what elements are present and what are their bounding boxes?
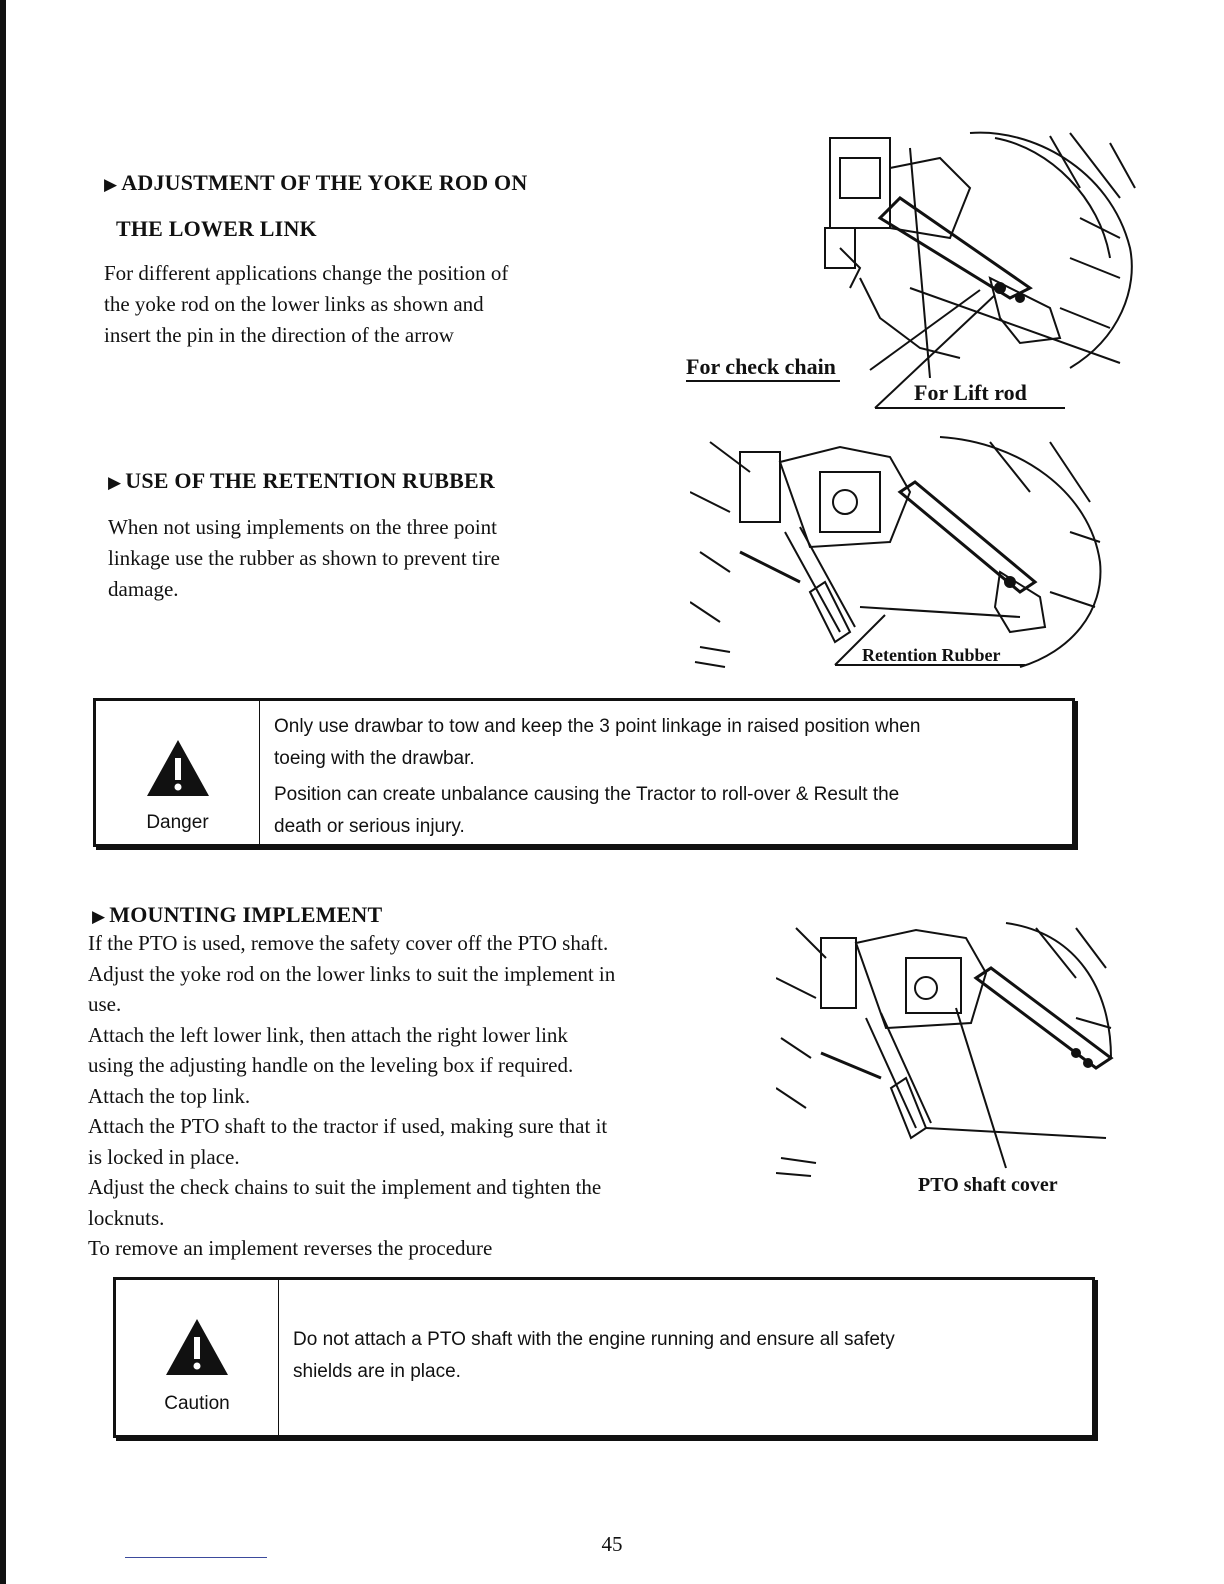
- retention-body: [108, 512, 500, 605]
- caution-icon-cell: [116, 1280, 279, 1435]
- caution-line: Do not attach a PTO shaft with the engine running and ensure all safety: [293, 1329, 895, 1350]
- mounting-body-line: If the PTO is used, remove the safety cover off the PTO shaft.: [88, 931, 609, 955]
- danger-text: [260, 701, 934, 844]
- callout-retention-rubber: Retention Rubber: [862, 645, 1001, 665]
- mounting-heading: [92, 902, 382, 928]
- triangle-bullet-icon: ▶: [108, 473, 122, 492]
- yoke-body-line: For different applications change the position of: [104, 261, 509, 285]
- mounting-body-line: To remove an implement reverses the procedure: [88, 1236, 493, 1260]
- yoke-body: [104, 258, 508, 351]
- mounting-heading-text: MOUNTING IMPLEMENT: [109, 902, 383, 927]
- page-number: 45: [601, 1532, 623, 1556]
- yoke-body-line: the yoke rod on the lower links as shown and: [104, 292, 484, 316]
- mounting-body-line: Adjust the check chains to suit the implement and tighten the: [88, 1175, 602, 1199]
- callout-pto-shaft-cover: PTO shaft cover: [918, 1174, 1058, 1196]
- retention-body-line: damage.: [108, 577, 179, 601]
- danger-label: Danger: [146, 812, 209, 833]
- danger-line: Only use drawbar to tow and keep the 3 point linkage in raised position when: [274, 716, 921, 737]
- callout-lift-rod: For Lift rod: [914, 380, 1027, 405]
- caution-text: [279, 1280, 909, 1435]
- danger-line: toeing with the drawbar.: [274, 748, 475, 769]
- danger-box: [93, 698, 1075, 847]
- retention-body-line: When not using implements on the three point: [108, 515, 498, 539]
- yoke-body-line: insert the pin in the direction of the arrow: [104, 323, 454, 347]
- retention-heading: [108, 468, 495, 494]
- yoke-heading-line2: THE LOWER LINK: [116, 216, 317, 241]
- caution-box: [113, 1277, 1095, 1438]
- mounting-body: [88, 928, 615, 1264]
- mounting-body-line: Attach the PTO shaft to the tractor if used, making sure that it: [88, 1114, 608, 1138]
- danger-icon-cell: [96, 701, 260, 844]
- mounting-body-line: is locked in place.: [88, 1144, 240, 1169]
- yoke-heading-line1: ADJUSTMENT OF THE YOKE ROD ON: [121, 170, 528, 195]
- warning-triangle-icon: [164, 1317, 230, 1377]
- retention-heading-text: USE OF THE RETENTION RUBBER: [125, 468, 495, 493]
- pto-shaft-illustration: [776, 918, 1116, 1178]
- triangle-bullet-icon: ▶: [92, 907, 106, 926]
- caution-line: shields are in place.: [293, 1361, 461, 1382]
- mounting-body-line: locknuts.: [88, 1205, 165, 1230]
- warning-triangle-icon: [145, 738, 211, 798]
- retention-body-line: linkage use the rubber as shown to prevent tire: [108, 546, 500, 570]
- danger-line: Position can create unbalance causing the Tractor to roll-over & Result the: [274, 784, 900, 805]
- mounting-body-line: Adjust the yoke rod on the lower links to suit the implement in: [88, 961, 616, 986]
- triangle-bullet-icon: ▶: [104, 175, 118, 194]
- caution-label: Caution: [164, 1393, 230, 1414]
- mounting-body-line: using the adjusting handle on the leveling box if required.: [88, 1053, 574, 1077]
- footer-rule: [125, 1557, 267, 1558]
- callout-check-chain: For check chain: [686, 354, 840, 382]
- yoke-heading: [104, 170, 527, 196]
- mounting-body-line: Attach the left lower link, then attach the right lower link: [88, 1022, 568, 1047]
- mounting-body-line: use.: [88, 992, 122, 1016]
- callout-leader-lines: [860, 270, 1070, 415]
- mounting-body-line: Attach the top link.: [88, 1083, 251, 1108]
- danger-line: death or serious injury.: [274, 816, 465, 837]
- page-binding-edge: [0, 0, 6, 1584]
